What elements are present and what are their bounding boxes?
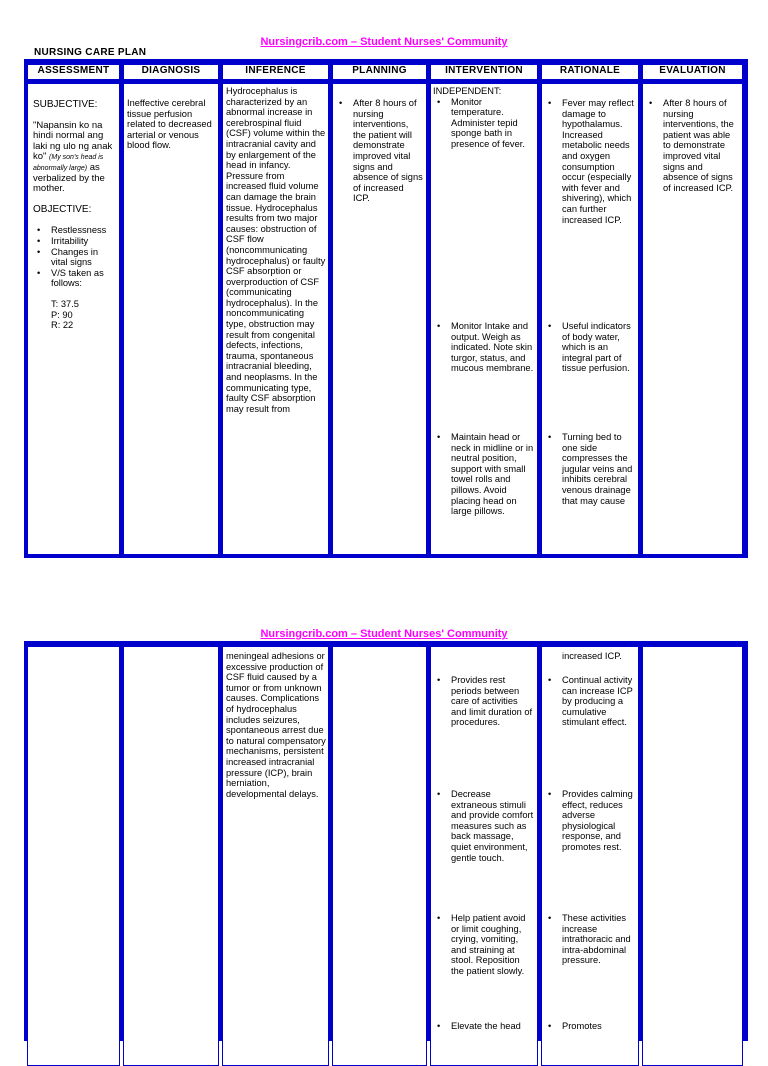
rationale-item: • Continual activity can increase ICP by producing a cumulative stimulant effect. [544, 675, 635, 728]
intervention-item: • Maintain head or neck in midline or in neutral position, support with small towel rolls and pillows. Avoid placing head on large pillows. [433, 432, 534, 517]
header-diagnosis: DIAGNOSIS [123, 64, 219, 80]
intervention-item: • Monitor Intake and output. Weigh as indicated. Note skin turgor, status, and mucous membrane. [433, 321, 534, 374]
header-rationale: RATIONALE [541, 64, 639, 80]
planning-cell [332, 83, 427, 555]
intervention-item: • Decrease extraneous stimuli and provide comfort measures such as back massage, quiet environment, gentle touch. [433, 789, 534, 863]
objective-item: • Changes in vital signs [33, 247, 116, 268]
header-assessment: ASSESSMENT [27, 64, 120, 80]
site-header-page2[interactable]: Nursingcrib.com – Student Nurses' Community [260, 628, 508, 640]
rationale-item: • Turning bed to one side compresses the jugular veins and inhibits cerebral venous drainage that may cause [544, 432, 635, 506]
intervention-item: • Elevate the head [433, 1021, 534, 1032]
intervention-cell [430, 83, 538, 555]
rationale-continued: increased ICP. [562, 651, 622, 661]
planning-cell-cont [332, 646, 427, 1066]
site-header[interactable]: Nursingcrib.com – Student Nurses' Community [260, 36, 508, 48]
intervention-cell-cont [430, 646, 538, 1066]
vital-resp: R: 22 [51, 320, 74, 331]
intervention-label: INDEPENDENT: [433, 86, 502, 96]
care-plan-table-page2 [24, 641, 748, 1041]
rationale-item: • Useful indicators of body water, which is an integral part of tissue perfusion. [544, 321, 635, 374]
header-planning: PLANNING [332, 64, 427, 80]
evaluation-text: • After 8 hours of nursing interventions, the patient was able to demonstrate improved vital signs and absence of signs of increased ICP. [645, 98, 739, 193]
objective-label: OBJECTIVE: [33, 203, 92, 215]
inference-text: Hydrocephalus is characterized by an abnormal increase in cerebrospinal fluid (CSF) volume within the intracranial cavity and by enlargement of the head in infancy. Pressure from increased fluid volume can damage the brain tissue. Hydrocephalus results from two major causes: obstruction of CSF flow (noncommunicating hydrocephalus) or faulty CSF absorption or overproduction of CSF (communicating hydrocephalus). In the noncommunicating type, obstruction may result from congenital defects, infections, trauma, spontaneous intracranial bleeding, and neoplasms. In the communicating type, faulty CSF absorption may result from [226, 86, 326, 414]
rationale-cell [541, 83, 639, 555]
objective-item: • Irritability [33, 236, 116, 247]
doc-title: NURSING CARE PLAN [34, 47, 147, 58]
subjective-label: SUBJECTIVE: [33, 99, 98, 110]
objective-item: • V/S taken as follows: [33, 268, 116, 289]
quote-suffix: as verbalized by the mother. [33, 161, 105, 195]
rationale-item: • Promotes [544, 1021, 635, 1032]
rationale-item: • These activities increase intrathoracic and intra-abdominal pressure. [544, 913, 635, 966]
rationale-cell-cont [541, 646, 639, 1066]
intervention-item: • Monitor temperature. Administer tepid sponge bath in presence of fever. [433, 97, 534, 150]
quote-translation: (My son's head is abnormally large) [33, 154, 104, 172]
header-inference: INFERENCE [222, 64, 329, 80]
evaluation-cell-cont [642, 646, 743, 1066]
vital-temp: T: 37.5 [51, 298, 79, 309]
diagnosis-cell [123, 83, 219, 555]
evaluation-cell [642, 83, 743, 555]
assessment-cell-cont [27, 646, 120, 1066]
assessment-cell [27, 83, 120, 555]
header-evaluation: EVALUATION [642, 64, 743, 80]
intervention-item: • Help patient avoid or limit coughing, crying, vomiting, and straining at stool. Reposition the patient slowly. [433, 913, 534, 977]
objective-item: • Restlessness [33, 225, 116, 236]
diagnosis-cell-cont [123, 646, 219, 1066]
subjective-quote: "Napansin ko na hindi normal ang laki ng ulo ng anak ko" [33, 119, 113, 163]
vital-pulse: P: 90 [51, 309, 73, 320]
rationale-item: • Fever may reflect damage to hypothalamus. Increased metabolic needs and oxygen consumption occur (especially with fever and shivering), which can further increased ICP. [544, 98, 635, 225]
intervention-item: • Provides rest periods between care of activities and limit duration of procedures. [433, 675, 534, 728]
header-intervention: INTERVENTION [430, 64, 538, 80]
care-plan-table-page1 [24, 59, 748, 558]
inference-cell-cont [222, 646, 329, 1066]
inference-text-cont: meningeal adhesions or excessive production of CSF fluid caused by a tumor or from unknown causes. Complications of hydrocephalus includes seizures, spontaneous arrest due to natural compensatory mechanisms, persistent increased intracranial pressure (ICP), brain herniation, developmental delays. [226, 651, 326, 799]
rationale-item: • Provides calming effect, reduces adverse physiological response, and promotes rest. [544, 789, 635, 853]
inference-cell [222, 83, 329, 555]
diagnosis-text: Ineffective cerebral tissue perfusion related to decreased arterial or venous blood flow. [127, 98, 212, 151]
planning-text: • After 8 hours of nursing interventions, the patient will demonstrate improved vital signs and absence of signs of increased ICP. [335, 98, 423, 204]
